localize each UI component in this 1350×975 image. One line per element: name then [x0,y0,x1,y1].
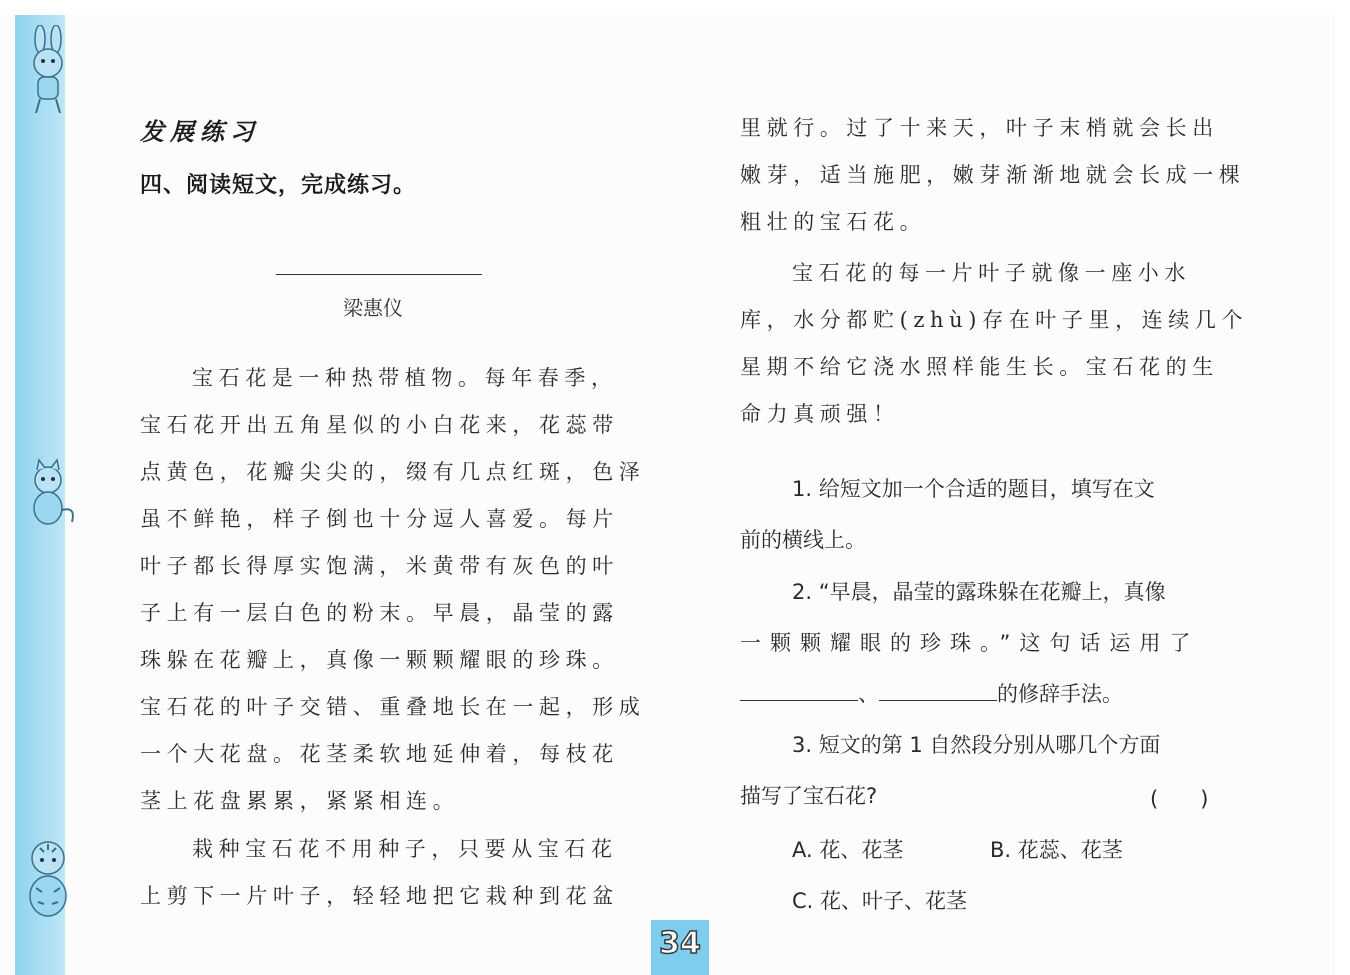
text-line: 子上有一层白色的粉末。早晨，晶莹的露 [140,601,619,625]
passage-paragraph-1 [140,355,646,825]
text-line: 虽不鲜艳，样子倒也十分逗人喜爱。每片 [140,507,619,531]
question-text: 前的横线上。 [740,528,866,552]
question-text: 3. 短文的第 1 自然段分别从哪几个方面 [792,733,1161,757]
question-text: 2. “早晨，晶莹的露珠躲在花瓣上，真像 [792,580,1166,604]
text-line: 宝石花开出五角星似的小白花来，花蕊带 [140,413,619,437]
text-line: 宝石花的每一片叶子就像一座小水 [792,261,1191,285]
page-number: 34 [659,926,701,961]
passage-paragraph-2-continued [740,105,1246,246]
question-text: 一颗颗耀眼的珍珠。”这句话运用了 [740,631,1200,655]
text-line: 粗壮的宝石花。 [740,210,927,234]
question-2 [740,567,1199,720]
question-1 [740,464,1155,566]
text-line: 珠躲在花瓣上，真像一颗颗耀眼的珍珠。 [140,648,619,672]
answer-parentheses[interactable]: ( ) [1150,787,1209,811]
question-text: 的修辞手法。 [997,682,1123,706]
question-text: 描写了宝石花? [740,784,878,808]
question-3 [740,720,1160,822]
text-line: 一个大花盘。花茎柔软地延伸着，每枝花 [140,742,619,766]
text-line: 库，水分都贮(zhù)存在叶子里，连续几个 [740,308,1249,332]
text-line: 上剪下一片叶子，轻轻地把它栽种到花盆 [140,884,619,908]
text-line: 宝石花的叶子交错、重叠地长在一起，形成 [140,695,646,719]
text-line: 里就行。过了十来天，叶子末梢就会长出 [740,116,1219,140]
passage-paragraph-2 [140,826,622,920]
text-line: 叶子都长得厚实饱满，米黄带有灰色的叶 [140,554,619,578]
separator: 、 [858,682,879,706]
text-line: 茎上花盘累累，紧紧相连。 [140,789,460,813]
cat-mascot-icon [12,458,82,538]
answer-blank-2[interactable] [879,680,997,701]
text-line: 宝石花是一种热带植物。每年春季， [192,366,618,390]
question-text: 1. 给短文加一个合适的题目，填写在文 [792,477,1155,501]
title-blank-line[interactable] [276,273,482,275]
text-line: 栽种宝石花不用种子，只要从宝石花 [192,837,618,861]
rabbit-mascot-icon [12,25,82,115]
text-line: 命力真顽强！ [740,402,900,426]
section-title: 发展练习 [140,118,260,146]
text-line: 嫩芽，适当施肥，嫩芽渐渐地就会长成一棵 [740,163,1246,187]
answer-blank-1[interactable] [740,680,858,701]
author-name: 梁惠仪 [343,296,403,320]
text-line: 点黄色，花瓣尖尖的，缀有几点红斑，色泽 [140,460,646,484]
option-c[interactable]: C. 花、叶子、花茎 [792,889,968,913]
passage-paragraph-3 [740,250,1249,438]
exercise-title: 四、阅读短文，完成练习。 [140,173,417,198]
text-line: 星期不给它浇水照样能生长。宝石花的生 [740,355,1219,379]
option-b[interactable]: B. 花蕊、花茎 [990,838,1123,862]
option-a[interactable]: A. 花、花茎 [792,838,904,862]
tiger-mascot-icon [12,828,82,928]
